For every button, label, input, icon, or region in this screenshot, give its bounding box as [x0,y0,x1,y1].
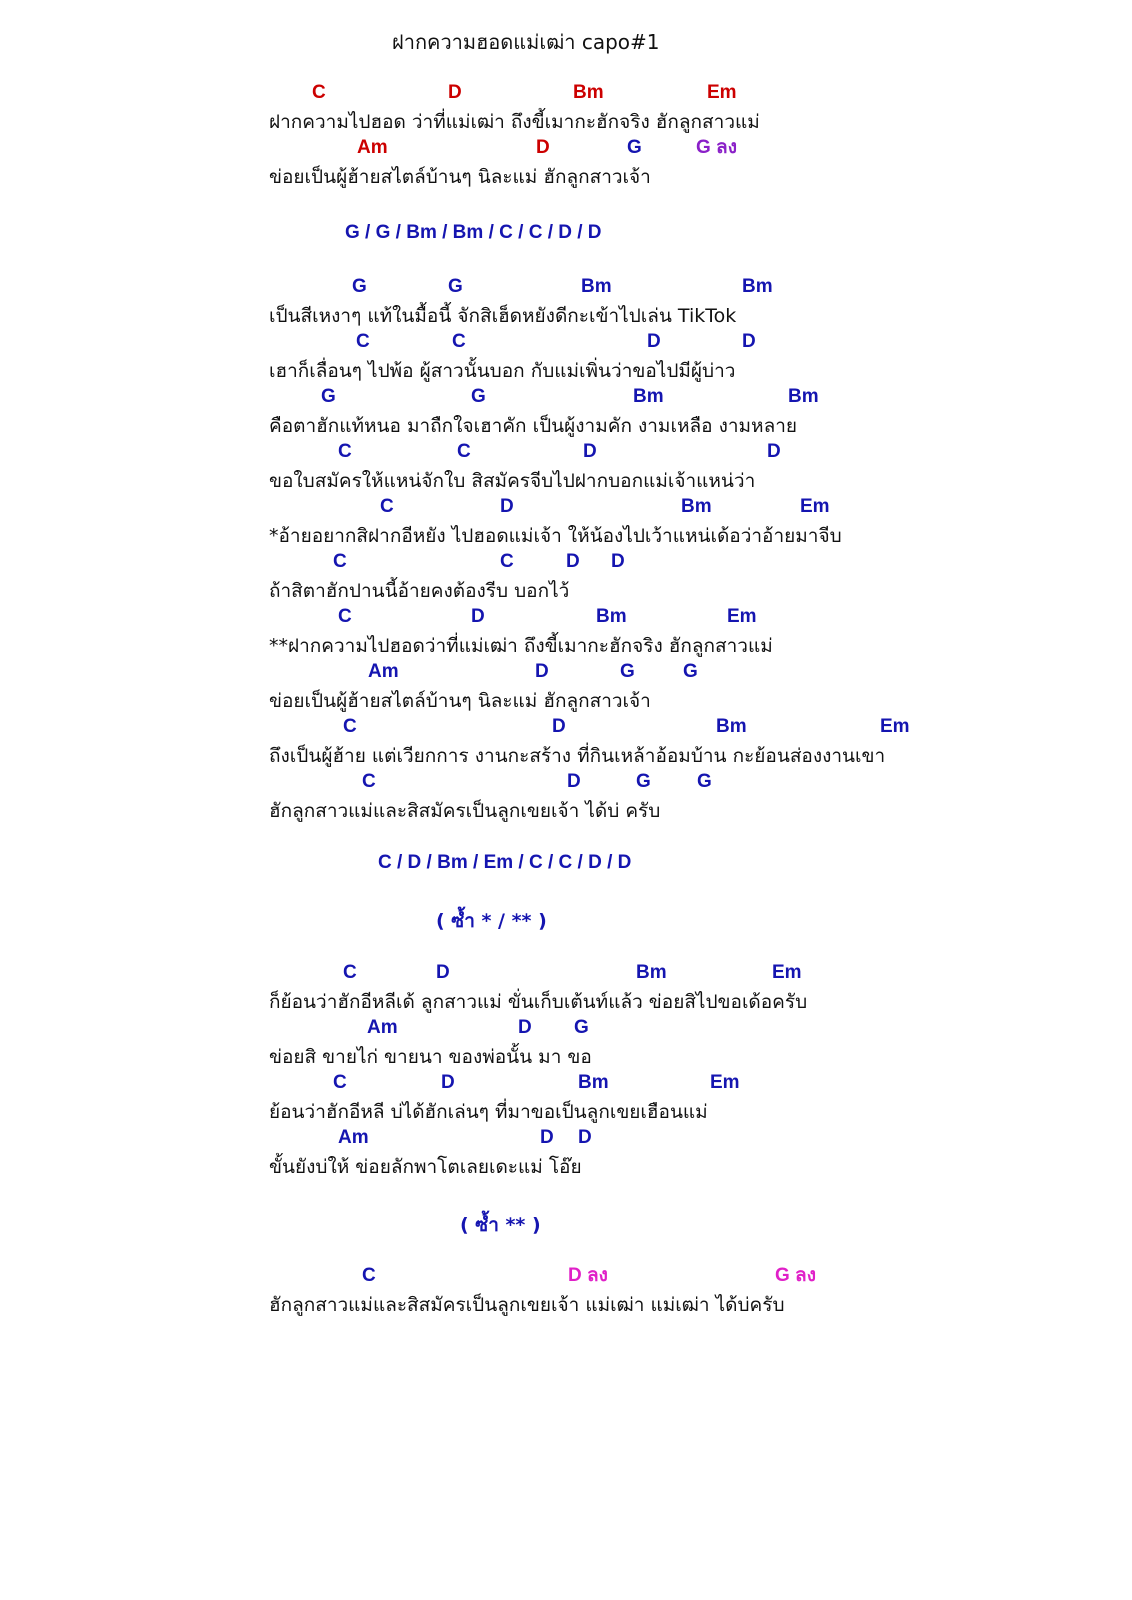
chord: G ลง [775,1265,816,1286]
song-title: ฝากความฮอดแม่เฒ่า capo#1 [392,30,660,54]
chord: Bm [742,276,773,297]
chord: Bm [581,276,612,297]
lyric-line: ถ้าสิตาฮักปานนี้อ้ายคงต้องรีบ บอกไว้ [269,580,570,602]
chord: C [343,962,357,983]
lyric-line: ฮักลูกสาวแม่และสิสมัครเป็นลูกเขยเจ้า ได้บ่ ครับ [269,800,661,822]
chord-progression: C / D / Bm / Em / C / C / D / D [378,852,632,873]
repeat-marker: ( ซ้ำ ** ) [460,1214,541,1236]
chord: D [742,331,756,352]
chord: D [500,496,514,517]
lyric-line: เป็นสีเหงาๆ แท้ในมื้อนี้ จักสิเฮ็ดหยังดีกะเข้าไปเล่น TikTok [269,305,737,327]
chord: Bm [633,386,664,407]
chord-progression: G / G / Bm / Bm / C / C / D / D [345,222,602,243]
lyric-line: ข่อยเป็นผู้ฮ้ายสไตล์บ้านๆ นิละแม่ ฮักลูกสาวเจ้า [269,166,651,188]
chord: D [647,331,661,352]
chord: C [356,331,370,352]
lyric-line: ข่อยเป็นผู้ฮ้ายสไตล์บ้านๆ นิละแม่ ฮักลูกสาวเจ้า [269,690,651,712]
chord: D [448,82,462,103]
chord: G [321,386,336,407]
lyric-line: *อ้ายอยากสิฝากอีหยัง ไปฮอดแม่เจ้า ให้น้องไปเว้าแหน่เด้อว่าอ้ายมาจีบ [269,525,842,547]
chord: D [436,962,450,983]
chord: Am [338,1127,369,1148]
chord: D [518,1017,532,1038]
chord: D ลง [568,1265,608,1286]
chord: D [566,551,580,572]
chord: C [457,441,471,462]
lyric-line: ขอใบสมัครให้แหน่จักใบ สิสมัครจีบไปฝากบอกแม่เจ้าแหน่ว่า [269,470,756,492]
chord: C [452,331,466,352]
chord: Bm [596,606,627,627]
chord: G [627,137,642,158]
chord: Bm [716,716,747,737]
chord: D [578,1127,592,1148]
chord: D [536,137,550,158]
chord: C [380,496,394,517]
chord: G [683,661,698,682]
chord: G [620,661,635,682]
chord: G [352,276,367,297]
chord: Bm [578,1072,609,1093]
chord: Em [710,1072,740,1093]
chord: C [312,82,326,103]
chord: G [448,276,463,297]
chord: C [338,606,352,627]
lyric-line: เฮาก็เลื่อนๆ ไปพ้อ ผู้สาวนั้นบอก กับแม่เพิ่นว่าขอไปมีผู้บ่าว [269,360,736,382]
lyric-line: ฝากความไปฮอด ว่าที่แม่เฒ่า ถึงขี้เมากะฮักจริง ฮักลูกสาวแม่ [269,111,760,133]
chord: D [567,771,581,792]
chord: Em [727,606,757,627]
chord: D [540,1127,554,1148]
chord: G [574,1017,589,1038]
lyric-line: คือตาฮักแท้หนอ มาถืกใจเฮาคัก เป็นผู้งามคัก งามเหลือ งามหลาย [269,415,798,437]
chord: D [583,441,597,462]
chord: D [552,716,566,737]
chord: D [535,661,549,682]
lyric-line: **ฝากความไปฮอดว่าที่แม่เฒ่า ถึงขี้เมากะฮักจริง ฮักลูกสาวแม่ [269,635,773,657]
chord: C [362,771,376,792]
chord: G ลง [696,137,737,158]
chord: Bm [573,82,604,103]
chord: G [697,771,712,792]
chord: Bm [636,962,667,983]
lyric-line: ฮักลูกสาวแม่และสิสมัครเป็นลูกเขยเจ้า แม่เฒ่า แม่เฒ่า ได้บ่ครับ [269,1294,785,1316]
chord: G [471,386,486,407]
lyric-line: ก็ย้อนว่าฮักอีหลีเด้ ลูกสาวแม่ ขั่นเก็บเต้นท์แล้ว ข่อยสิไปขอเด้อครับ [269,991,808,1013]
lyric-line: ย้อนว่าฮักอีหลี บ่ได้ฮักเล่นๆ ที่มาขอเป็นลูกเขยเฮือนแม่ [269,1101,708,1123]
chord: Em [800,496,830,517]
chord: G [636,771,651,792]
chord: C [362,1265,376,1286]
chord: Am [368,661,399,682]
chord: C [338,441,352,462]
chord: C [333,551,347,572]
chord: D [611,551,625,572]
chord: D [471,606,485,627]
chord: Em [772,962,802,983]
lyric-line: ข่อยสิ ขายไก่ ขายนา ของพ่อนั้น มา ขอ [269,1046,592,1068]
repeat-marker: ( ซ้ำ * / ** ) [436,910,547,932]
chord: C [343,716,357,737]
chord: Em [707,82,737,103]
lyric-line: ถึงเป็นผู้ฮ้าย แต่เวียกการ งานกะสร้าง ที่กินเหล้าอ้อมบ้าน กะย้อนส่องงานเขา [269,745,886,767]
chord: Bm [681,496,712,517]
chord: Am [367,1017,398,1038]
chord: C [500,551,514,572]
chord: Em [880,716,910,737]
lyric-line: ขั้นยังบ่ให้ ข่อยลักพาโตเลยเดะแม่ โอ๊ย [269,1156,582,1178]
chord: Bm [788,386,819,407]
chord: D [441,1072,455,1093]
chord: D [767,441,781,462]
chord: C [333,1072,347,1093]
chord: Am [357,137,388,158]
